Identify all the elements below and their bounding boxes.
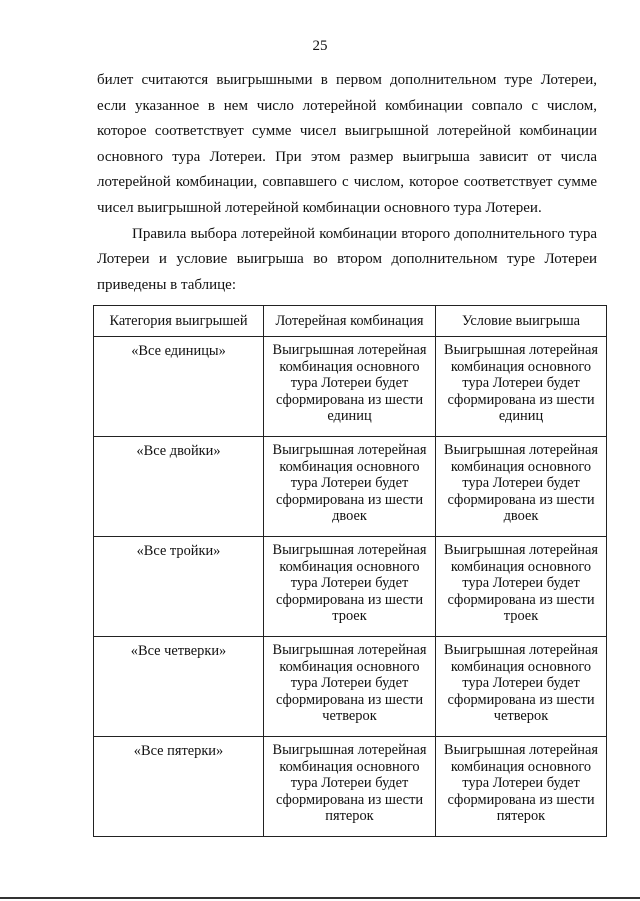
table-row — [94, 537, 607, 637]
header-condition: Условие выигрыша — [436, 306, 607, 337]
paragraph-2: Правила выбора лотерейной комбинации второго дополнительного тура Лотереи и условие выигрыша во втором дополнительном туре Лотереи приведены в таблице: — [97, 225, 597, 293]
cell-category: «Все тройки» — [94, 537, 264, 637]
cell-condition: Выигрышная лотерейная комбинация основного тура Лотереи будет сформирована из шести пятерок — [436, 737, 607, 837]
paragraph-1: билет считаются выигрышными в первом дополнительном туре Лотереи, если указанное в нем число лотерейной комбинации совпало с числом, которое соответствует сумме чисел выигрышной лотерейной комбинации основного тура Лотереи. При этом размер выигрыша зависит от числа лотерейной комбинации, совпавшего с числом, которое соответствует сумме чисел выигрышной лотерейной комбинации основного тура Лотереи. — [97, 72, 597, 216]
table-row — [94, 337, 607, 437]
cell-condition: Выигрышная лотерейная комбинация основного тура Лотереи будет сформирована из шести единиц — [436, 337, 607, 437]
cell-condition: Выигрышная лотерейная комбинация основного тура Лотереи будет сформирована из шести двоек — [436, 437, 607, 537]
table-row — [94, 737, 607, 837]
table-row — [94, 437, 607, 537]
prize-table — [93, 305, 607, 837]
cell-category: «Все двойки» — [94, 437, 264, 537]
cell-condition: Выигрышная лотерейная комбинация основного тура Лотереи будет сформирована из шести троек — [436, 537, 607, 637]
cell-combination: Выигрышная лотерейная комбинация основного тура Лотереи будет сформирована из шести пятерок — [264, 737, 436, 837]
cell-combination: Выигрышная лотерейная комбинация основного тура Лотереи будет сформирована из шести четверок — [264, 637, 436, 737]
header-category: Категория выигрышей — [94, 306, 264, 337]
table-header-row — [94, 306, 607, 337]
page-bottom-rule — [0, 897, 640, 899]
cell-category: «Все пятерки» — [94, 737, 264, 837]
cell-category: «Все единицы» — [94, 337, 264, 437]
table-row — [94, 637, 607, 737]
cell-combination: Выигрышная лотерейная комбинация основного тура Лотереи будет сформирована из шести единиц — [264, 337, 436, 437]
cell-category: «Все четверки» — [94, 637, 264, 737]
page-number: 25 — [312, 38, 328, 54]
cell-combination: Выигрышная лотерейная комбинация основного тура Лотереи будет сформирована из шести троек — [264, 537, 436, 637]
header-combination: Лотерейная комбинация — [264, 306, 436, 337]
cell-condition: Выигрышная лотерейная комбинация основного тура Лотереи будет сформирована из шести четверок — [436, 637, 607, 737]
cell-combination: Выигрышная лотерейная комбинация основного тура Лотереи будет сформирована из шести двоек — [264, 437, 436, 537]
body-text — [97, 68, 597, 298]
